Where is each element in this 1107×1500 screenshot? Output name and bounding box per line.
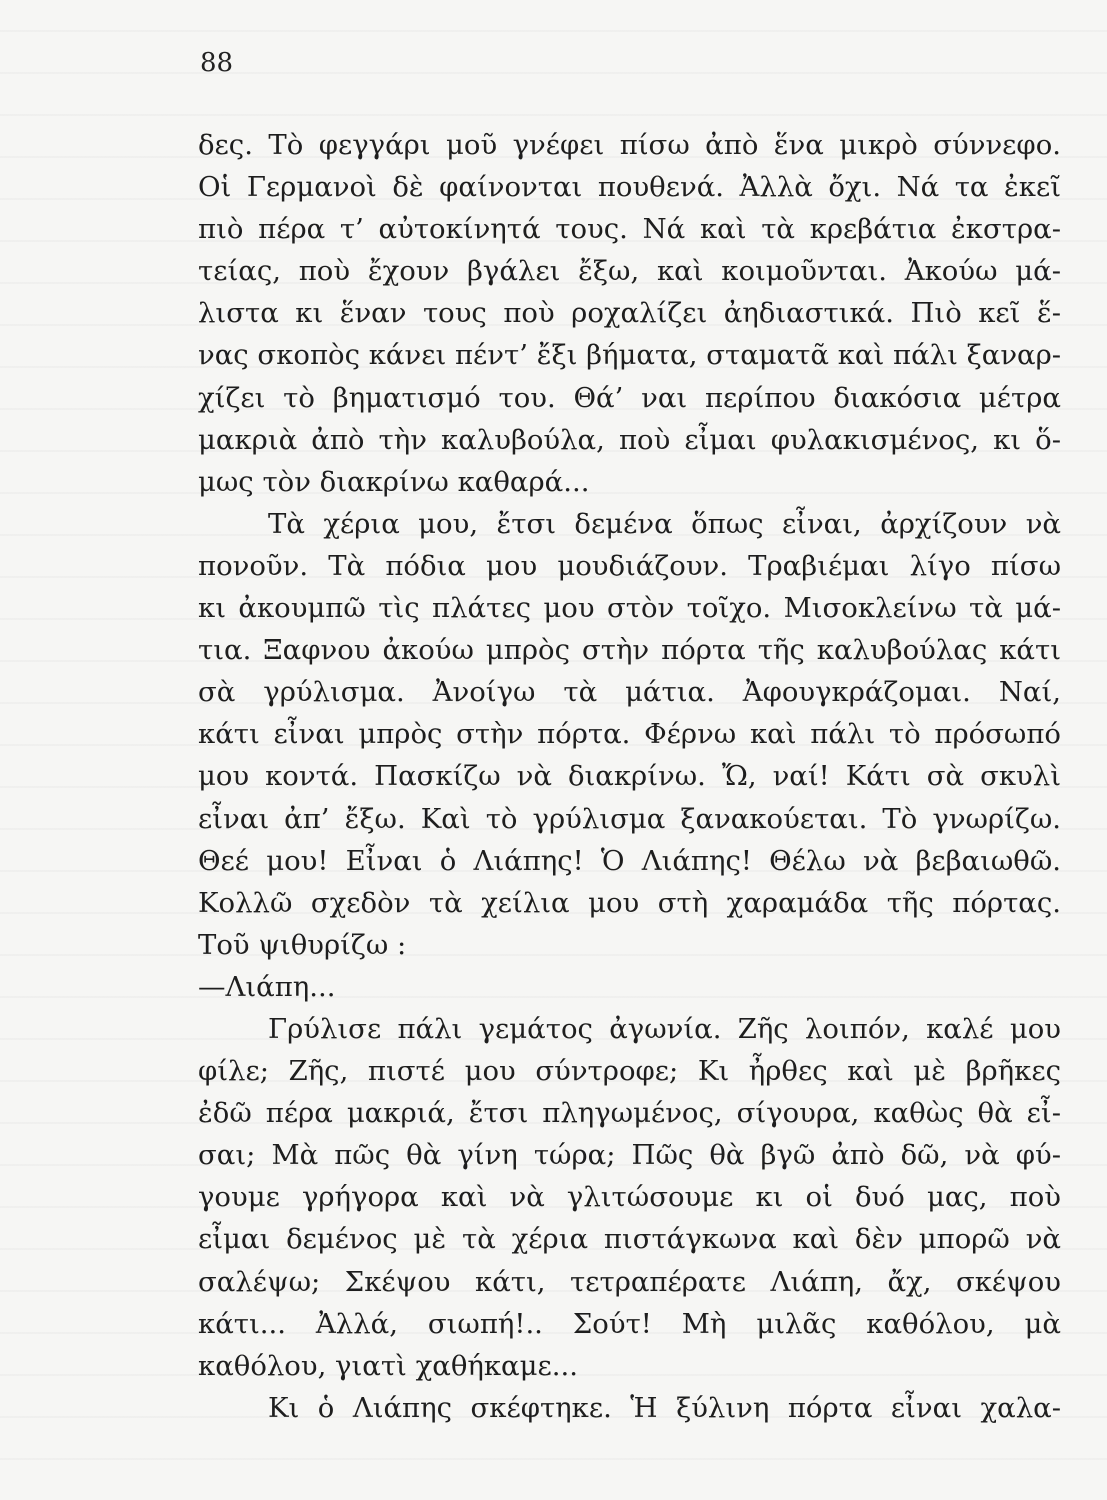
text-line: νας σκοπὸς κάνει πέντ’ ἔξι βήματα, σταματᾶ καὶ πάλι ξαναρ- <box>198 339 1062 372</box>
body-text <box>198 124 1061 1429</box>
text-line: Τοῦ ψιθυρίζω : <box>198 928 407 961</box>
text-line: πονοῦν. Τὰ πόδια μου μουδιάζουν. Τραβιέμαι λίγο πίσω <box>198 549 1061 582</box>
text-line: κάτι... Ἀλλά, σιωπή!.. Σούτ! Μὴ μιλᾶς καθόλου, μὰ <box>198 1307 1061 1340</box>
text-line: σὰ γρύλισμα. Ἀνοίγω τὰ μάτια. Ἀφουγκράζομαι. Ναί, <box>198 676 1061 709</box>
text-line: πιὸ πέρα τ’ αὐτοκίνητά τους. Νά καὶ τὰ κρεβάτια ἐκστρα- <box>198 213 1061 246</box>
text-line: κι ἀκουμπῶ τὶς πλάτες μου στὸν τοῖχο. Μισοκλείνω τὰ μά- <box>198 592 1061 625</box>
text-line: εἶμαι δεμένος μὲ τὰ χέρια πιστάγκωνα καὶ δὲν μπορῶ νὰ <box>198 1223 1061 1256</box>
text-line: φίλε; Ζῆς, πιστέ μου σύντροφε; Κι ἦρθες καὶ μὲ βρῆκες <box>198 1055 1061 1088</box>
text-line: μου κοντά. Πασκίζω νὰ διακρίνω. Ὤ, ναί! Κάτι σὰ σκυλὶ <box>198 760 1061 793</box>
text-line: χίζει τὸ βηματισμό του. Θά’ ναι περίπου διακόσια μέτρα <box>198 381 1061 414</box>
page-number: 88 <box>200 48 234 78</box>
text-line: σαι; Μὰ πῶς θὰ γίνη τώρα; Πῶς θὰ βγῶ ἀπὸ δῶ, νὰ φύ- <box>198 1139 1061 1172</box>
text-line: καθόλου, γιατὶ χαθήκαμε... <box>198 1349 578 1382</box>
text-line: τείας, ποὺ ἔχουν βγάλει ἔξω, καὶ κοιμοῦνται. Ἀκούω μά- <box>198 255 1061 288</box>
text-line: κάτι εἶναι μπρὸς στὴν πόρτα. Φέρνω καὶ πάλι τὸ πρόσωπό <box>198 718 1061 751</box>
text-line: Οἱ Γερμανοὶ δὲ φαίνονται πουθενά. Ἀλλὰ ὄχι. Νά τα ἐκεῖ <box>198 171 1061 204</box>
text-line: Γρύλισε πάλι γεμάτος ἀγωνία. Ζῆς λοιπόν, καλέ μου <box>268 1012 1061 1045</box>
text-line: Θεέ μου! Εἶναι ὁ Λιάπης! Ὁ Λιάπης! Θέλω νὰ βεβαιωθῶ. <box>198 844 1061 877</box>
text-line: ἐδῶ πέρα μακριά, ἔτσι πληγωμένος, σίγουρα, καθὼς θὰ εἶ- <box>198 1097 1061 1130</box>
text-line: σαλέψω; Σκέψου κάτι, τετραπέρατε Λιάπη, ἄχ, σκέψου <box>198 1265 1061 1298</box>
text-line: δες. Τὸ φεγγάρι μοῦ γνέφει πίσω ἀπὸ ἕνα μικρὸ σύννεφο. <box>198 129 1061 161</box>
text-line: μως τὸν διακρίνω καθαρά... <box>198 465 590 498</box>
text-line: Κι ὁ Λιάπης σκέφτηκε. Ἡ ξύλινη πόρτα εἶναι χαλα- <box>268 1391 1061 1424</box>
text-line: μακριὰ ἀπὸ τὴν καλυβούλα, ποὺ εἶμαι φυλακισμένος, κι ὅ- <box>198 423 1061 456</box>
text-line: —Λιάπη... <box>198 970 336 1003</box>
text-line: Κολλῶ σχεδὸν τὰ χείλια μου στὴ χαραμάδα τῆς πόρτας. <box>198 886 1061 919</box>
text-line: Τὰ χέρια μου, ἔτσι δεμένα ὅπως εἶναι, ἀρχίζουν νὰ <box>268 507 1061 540</box>
text-line: λιστα κι ἕναν τους ποὺ ροχαλίζει ἀηδιαστικά. Πιὸ κεῖ ἕ- <box>198 297 1061 330</box>
text-line: εἶναι ἀπ’ ἔξω. Καὶ τὸ γρύλισμα ξανακούεται. Τὸ γνωρίζω. <box>198 802 1061 835</box>
text-line: γουμε γρήγορα καὶ νὰ γλιτώσουμε κι οἱ δυό μας, ποὺ <box>198 1181 1061 1214</box>
text-line: τια. Ξαφνου ἀκούω μπρὸς στὴν πόρτα τῆς καλυβούλας κάτι <box>198 634 1061 667</box>
